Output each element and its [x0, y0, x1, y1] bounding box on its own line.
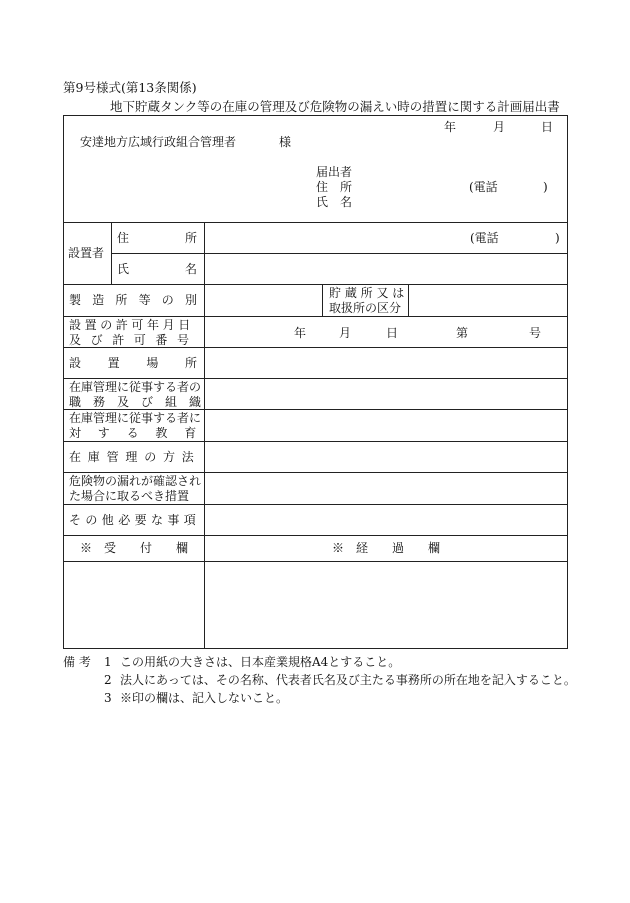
- installer-name-label: 氏 名: [117, 262, 197, 276]
- notes-label: 備 考: [63, 655, 91, 669]
- permit-month-label: 月: [339, 326, 352, 340]
- note-1-text: この用紙の大きさは、日本産業規格A4とすること。: [120, 655, 401, 669]
- installer-phone-close: ): [555, 231, 560, 245]
- date-day-label: 日: [541, 120, 554, 134]
- notifier-phone-open: (電話: [469, 180, 498, 194]
- notifier-phone-close: ): [543, 180, 548, 194]
- note-2-text: 法人にあっては、その名称、代表者氏名及び主たる事務所の所在地を記入すること。: [120, 673, 576, 687]
- date-month-label: 月: [493, 120, 506, 134]
- honorific: 様: [279, 135, 292, 149]
- other-items-label: その他必要な事項: [69, 513, 201, 527]
- reception-column-header: ※ 受 付 欄: [80, 541, 189, 555]
- addressee: 安達地方広域行政組合管理者: [80, 135, 237, 149]
- location-label: 設 置 場 所: [69, 356, 197, 370]
- note-3-text: ※印の欄は、記入しないこと。: [120, 691, 289, 705]
- installer-address-label: 住 所: [117, 231, 197, 245]
- notifier-name-label: 氏 名: [316, 195, 353, 209]
- permit-label-1: 設置の許可年月日: [69, 318, 194, 332]
- notifier-label: 届出者: [316, 165, 353, 179]
- progress-column-header: ※ 経 過 欄: [332, 541, 441, 555]
- permit-no-label: 第: [456, 326, 469, 340]
- form-number: 第9号様式(第13条関係): [63, 80, 197, 95]
- duties-label-2: 職務及び組織: [69, 395, 214, 409]
- storage-category-label-1: 貯 蔵 所 又 は: [329, 286, 405, 300]
- note-1-number: 1: [104, 655, 112, 669]
- notifier-address-label: 住 所: [316, 180, 353, 194]
- permit-go-label: 号: [529, 326, 542, 340]
- leak-measures-label-2: た場合に取るべき措置: [69, 489, 190, 503]
- leak-measures-label-1: 危険物の漏れが確認され: [69, 474, 202, 488]
- permit-year-label: 年: [294, 326, 307, 340]
- date-year-label: 年: [444, 120, 457, 134]
- education-label-1: 在庫管理に従事する者に: [69, 411, 202, 425]
- education-label-2: 対する教育: [69, 426, 214, 440]
- note-3-number: 3: [104, 691, 112, 705]
- form-title: 地下貯蔵タンク等の在庫の管理及び危険物の漏えい時の措置に関する計画届出書: [110, 99, 560, 114]
- facility-type-label: 製 造 所 等 の 別: [69, 293, 197, 307]
- duties-label-1: 在庫管理に従事する者の: [69, 380, 202, 394]
- permit-day-label: 日: [386, 326, 399, 340]
- inventory-method-label: 在庫管理の方法: [69, 450, 201, 464]
- note-2-number: 2: [104, 673, 112, 687]
- installer-label: 設置者: [68, 246, 105, 260]
- installer-phone-open: (電話: [470, 231, 499, 245]
- permit-label-2: 及び許可番号: [69, 333, 199, 347]
- storage-category-label-2: 取扱所の区分: [329, 301, 402, 315]
